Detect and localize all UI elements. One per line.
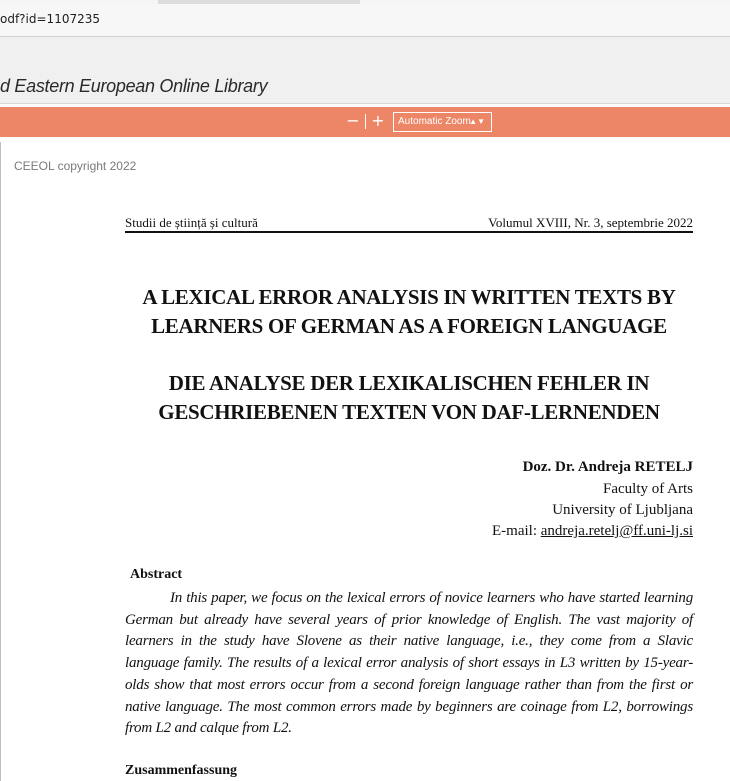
header-rule [125,231,693,233]
zoom-select-value: Automatic Zoom [398,116,471,127]
author-email [492,521,693,542]
email-link[interactable]: andreja.retelj@ff.uni-lj.si [540,523,693,539]
title-german [125,369,693,427]
author-faculty: Faculty of Arts [603,481,693,497]
page-border [0,142,1,781]
title-german-line: DIE ANALYSE DER LEXIKALISCHEN FEHLER IN [168,371,650,395]
title-english [125,283,693,341]
zoom-in-button[interactable]: + [371,111,385,130]
abstract-text: In this paper, we focus on the lexical errors of novice learners who have started learning German but already have several years of prior knowledge of English. The vast majority of learners in the study have Slovene as their native language, i.e., they come from a Slavic language family. The results of a lexical error analysis of short essays in L3 written by 15-year-olds show that most errors occur from a second foreign language rather than from the first or native language. The most common errors made by beginners are coinage from L2, borrowings from L2 and calque from L2. [125,590,693,737]
email-label: E-mail: [492,523,541,539]
title-german-line: GESCHRIEBENEN TEXTEN VON DAF-LERNENDEN [158,400,660,424]
title-english-line: LEARNERS OF GERMAN AS A FOREIGN LANGUAGE [151,314,667,338]
site-header [0,37,730,104]
zusammenfassung-heading: Zusammenfassung [125,763,238,778]
title-english-line: A LEXICAL ERROR ANALYSIS IN WRITTEN TEXTS BY [142,285,676,309]
select-updown-icon: ▲▼ [469,117,485,126]
zoom-select[interactable] [393,112,492,132]
address-bar[interactable] [0,4,730,37]
journal-name: Studii de știință și cultură [125,215,258,230]
site-title: d Eastern European Online Library [0,76,268,96]
copyright-watermark: CEEOL copyright 2022 [14,159,137,173]
journal-volume: Volumul XVIII, Nr. 3, septembrie 2022 [488,215,693,230]
pdf-toolbar [0,107,730,137]
author-university: University of Ljubljana [552,502,693,518]
author-name: Doz. Dr. Andreja RETELJ [522,459,693,475]
toolbar-separator [365,114,366,129]
zoom-out-button[interactable]: − [346,111,360,130]
abstract-heading: Abstract [130,567,183,582]
url-text[interactable]: odf?id=1107235 [0,12,101,26]
